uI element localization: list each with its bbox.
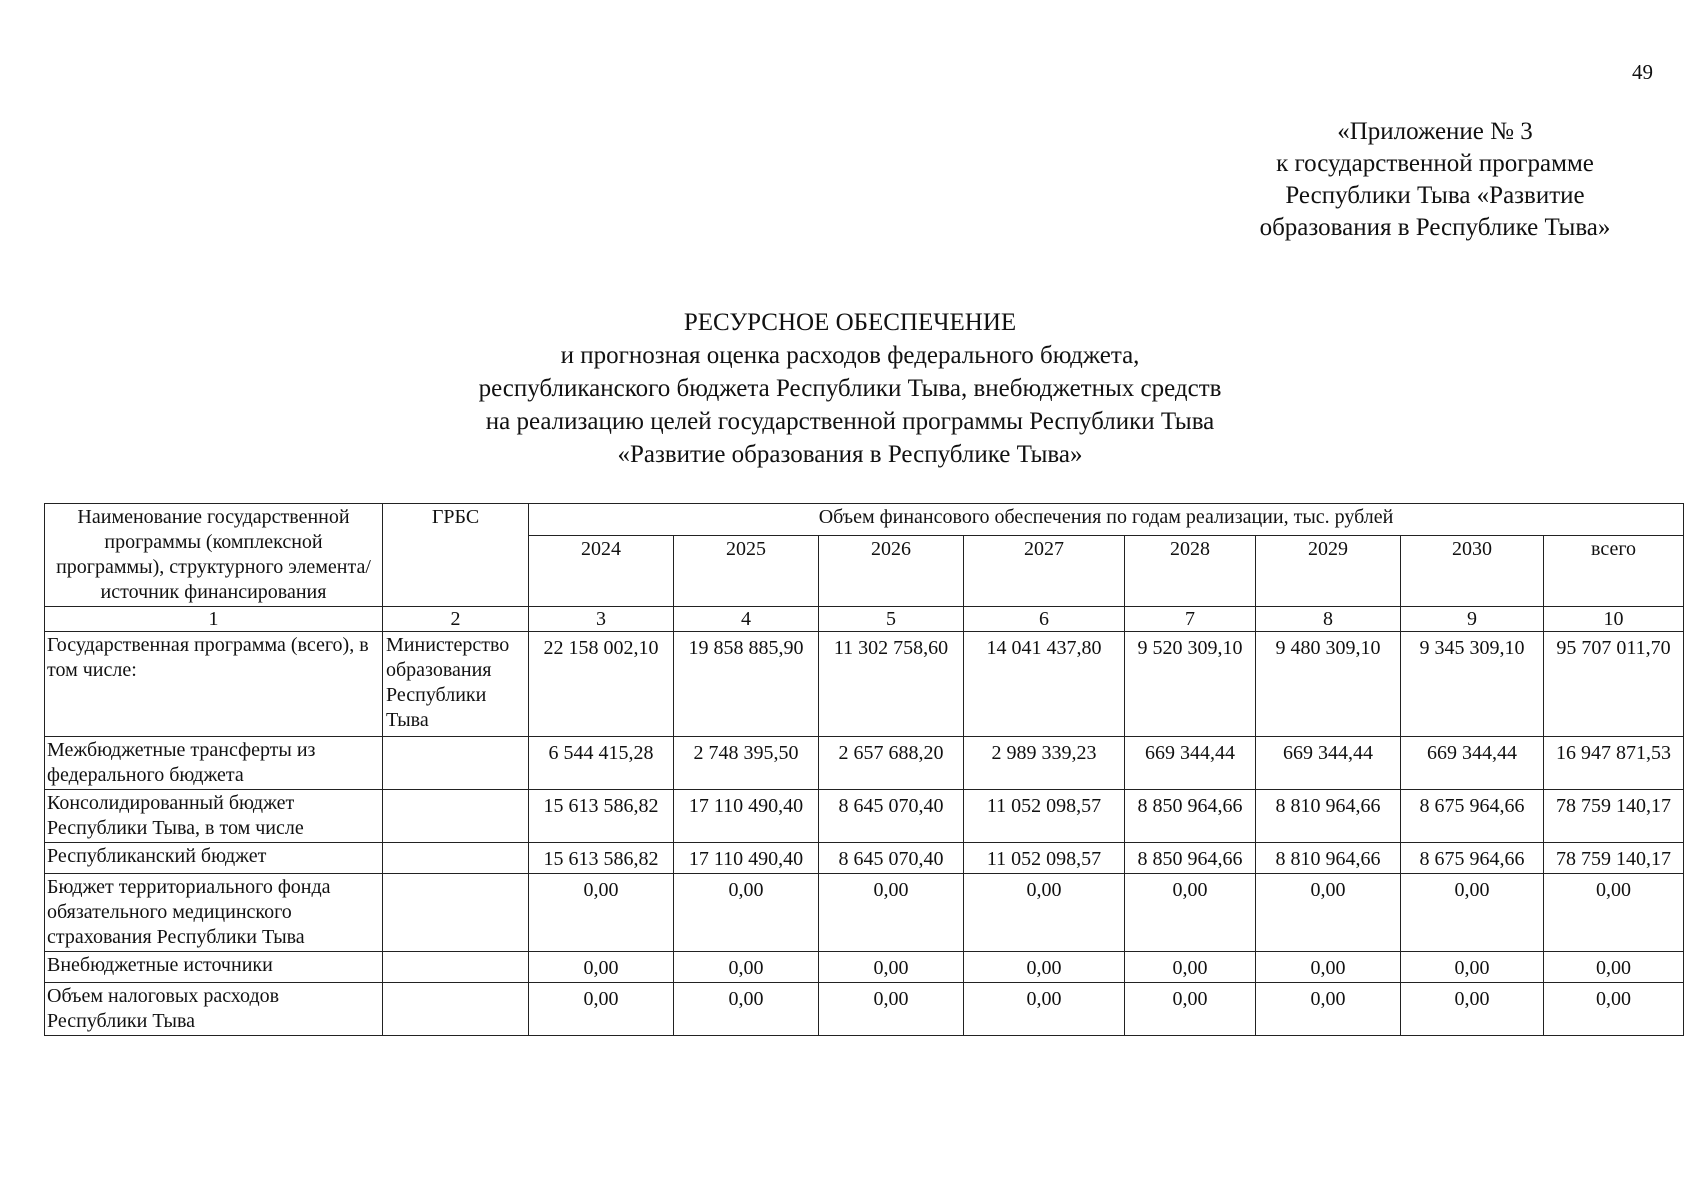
row-year-value: 9 345 309,10 (1401, 632, 1544, 737)
row-grbs (383, 737, 529, 790)
title-heading: РЕСУРСНОЕ ОБЕСПЕЧЕНИЕ (683, 309, 1017, 336)
row-year-value: 0,00 (1125, 952, 1256, 983)
row-year-value: 0,00 (674, 983, 819, 1036)
column-number: 1 (45, 607, 383, 632)
row-year-value: 11 052 098,57 (964, 790, 1125, 843)
header-year: 2024 (529, 536, 674, 607)
row-year-value: 2 748 395,50 (674, 737, 819, 790)
row-year-value: 0,00 (819, 874, 964, 952)
row-grbs (383, 952, 529, 983)
row-year-value: 22 158 002,10 (529, 632, 674, 737)
document-title (300, 306, 1400, 471)
header-grbs-column: ГРБС (383, 504, 529, 607)
row-year-value: 14 041 437,80 (964, 632, 1125, 737)
title-line: на реализацию целей государственной программы Республики Тыва (485, 408, 1215, 435)
title-line: и прогнозная оценка расходов федерального бюджета, (560, 342, 1140, 369)
row-year-value: 8 645 070,40 (819, 790, 964, 843)
row-name: Внебюджетные источники (45, 952, 383, 983)
table-row (45, 737, 1684, 790)
row-grbs (383, 790, 529, 843)
row-year-value: 0,00 (529, 983, 674, 1036)
title-line: республиканского бюджета Республики Тыва, внебюджетных средств (478, 375, 1222, 402)
appendix-line: образования в Республике Тыва» (1259, 214, 1611, 241)
header-year: 2030 (1401, 536, 1544, 607)
row-year-value: 0,00 (819, 952, 964, 983)
row-total-value: 0,00 (1544, 874, 1684, 952)
row-year-value: 0,00 (529, 952, 674, 983)
table-row (45, 952, 1684, 983)
table-row (45, 632, 1684, 737)
row-year-value: 6 544 415,28 (529, 737, 674, 790)
row-year-value: 669 344,44 (1401, 737, 1544, 790)
row-year-value: 0,00 (529, 874, 674, 952)
row-name: Объем налоговых расходов Республики Тыва (45, 983, 383, 1036)
appendix-line: Республики Тыва «Развитие (1285, 182, 1585, 209)
row-name: Бюджет территориального фонда обязательного медицинского страхования Республики Тыва (45, 874, 383, 952)
column-number: 2 (383, 607, 529, 632)
row-year-value: 8 850 964,66 (1125, 843, 1256, 874)
row-year-value: 0,00 (819, 983, 964, 1036)
column-number: 3 (529, 607, 674, 632)
row-grbs (383, 983, 529, 1036)
row-name: Межбюджетные трансферты из федерального бюджета (45, 737, 383, 790)
row-year-value: 0,00 (1256, 983, 1401, 1036)
row-year-value: 11 302 758,60 (819, 632, 964, 737)
table-row (45, 874, 1684, 952)
appendix-line: к государственной программе (1276, 150, 1594, 177)
row-year-value: 2 657 688,20 (819, 737, 964, 790)
table-row (45, 790, 1684, 843)
row-year-value: 8 675 964,66 (1401, 790, 1544, 843)
header-year: 2029 (1256, 536, 1401, 607)
column-number: 9 (1401, 607, 1544, 632)
page-number: 49 (1632, 60, 1653, 84)
column-number: 5 (819, 607, 964, 632)
header-total: всего (1544, 536, 1684, 607)
header-year: 2028 (1125, 536, 1256, 607)
column-number: 4 (674, 607, 819, 632)
row-year-value: 0,00 (964, 983, 1125, 1036)
row-total-value: 95 707 011,70 (1544, 632, 1684, 737)
header-year: 2026 (819, 536, 964, 607)
row-name: Государственная программа (всего), в том числе: (45, 632, 383, 737)
row-year-value: 669 344,44 (1256, 737, 1401, 790)
row-year-value: 8 645 070,40 (819, 843, 964, 874)
row-year-value: 17 110 490,40 (674, 843, 819, 874)
row-total-value: 0,00 (1544, 952, 1684, 983)
row-year-value: 9 520 309,10 (1125, 632, 1256, 737)
row-grbs: Министерство образования Республики Тыва (383, 632, 529, 737)
row-year-value: 11 052 098,57 (964, 843, 1125, 874)
row-year-value: 8 810 964,66 (1256, 843, 1401, 874)
row-year-value: 0,00 (1401, 952, 1544, 983)
column-number: 10 (1544, 607, 1684, 632)
row-year-value: 669 344,44 (1125, 737, 1256, 790)
column-number: 8 (1256, 607, 1401, 632)
table-header-row (45, 504, 1684, 536)
header-year: 2027 (964, 536, 1125, 607)
row-name: Республиканский бюджет (45, 843, 383, 874)
row-total-value: 78 759 140,17 (1544, 790, 1684, 843)
row-grbs (383, 874, 529, 952)
row-name: Консолидированный бюджет Республики Тыва, в том числе (45, 790, 383, 843)
table-row (45, 843, 1684, 874)
row-year-value: 0,00 (674, 952, 819, 983)
header-year: 2025 (674, 536, 819, 607)
budget-table (44, 503, 1684, 1036)
column-numbers-row (45, 607, 1684, 632)
row-year-value: 0,00 (1401, 983, 1544, 1036)
row-year-value: 0,00 (964, 952, 1125, 983)
row-year-value: 0,00 (1125, 983, 1256, 1036)
row-year-value: 9 480 309,10 (1256, 632, 1401, 737)
row-year-value: 0,00 (1256, 952, 1401, 983)
row-total-value: 78 759 140,17 (1544, 843, 1684, 874)
appendix-line: «Приложение № 3 (1337, 118, 1533, 145)
column-number: 7 (1125, 607, 1256, 632)
column-number: 6 (964, 607, 1125, 632)
row-year-value: 15 613 586,82 (529, 790, 674, 843)
row-year-value: 0,00 (1401, 874, 1544, 952)
row-year-value: 0,00 (674, 874, 819, 952)
row-total-value: 16 947 871,53 (1544, 737, 1684, 790)
row-year-value: 0,00 (964, 874, 1125, 952)
title-line: «Развитие образования в Республике Тыва» (617, 441, 1083, 468)
appendix-note (1220, 116, 1650, 244)
row-year-value: 17 110 490,40 (674, 790, 819, 843)
table-row (45, 983, 1684, 1036)
row-year-value: 8 810 964,66 (1256, 790, 1401, 843)
row-year-value: 8 675 964,66 (1401, 843, 1544, 874)
row-total-value: 0,00 (1544, 983, 1684, 1036)
row-year-value: 0,00 (1256, 874, 1401, 952)
row-year-value: 2 989 339,23 (964, 737, 1125, 790)
row-year-value: 19 858 885,90 (674, 632, 819, 737)
header-volume: Объем финансового обеспечения по годам реализации, тыс. рублей (529, 504, 1684, 536)
row-grbs (383, 843, 529, 874)
row-year-value: 8 850 964,66 (1125, 790, 1256, 843)
header-name-column: Наименование государственной программы (комплексной программы), структурного элемента/ источник финансирования (45, 504, 383, 607)
row-year-value: 0,00 (1125, 874, 1256, 952)
row-year-value: 15 613 586,82 (529, 843, 674, 874)
